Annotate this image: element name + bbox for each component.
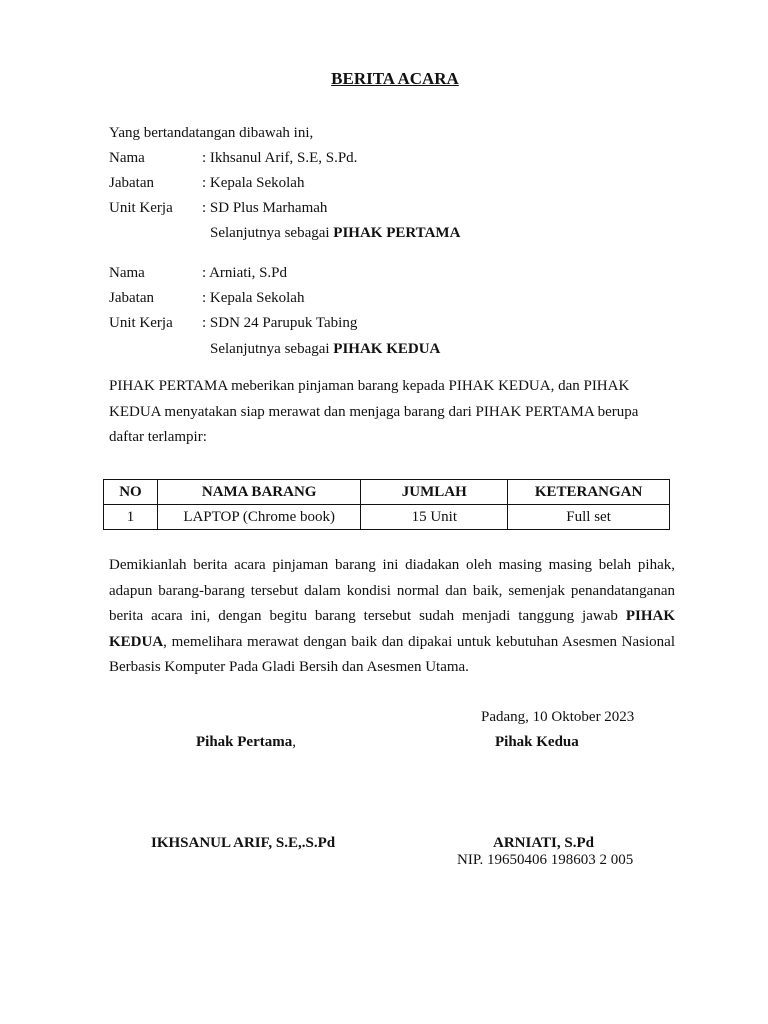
table-cell: 1: [104, 505, 158, 530]
party-one-designation: [210, 224, 460, 242]
intro-text: Yang bertandatangan dibawah ini,: [109, 125, 314, 141]
statement-paragraph: PIHAK PERTAMA meberikan pinjaman barang kepada PIHAK KEDUA, dan PIHAK KEDUA menyatakan siap merawat dan menjaga barang dari PIHAK PERTAMA berupa daftar terlampir:: [109, 378, 639, 445]
right-signatory-name: ARNIATI, S.Pd: [493, 835, 594, 851]
party-one-unit-label: Unit Kerja: [109, 200, 173, 216]
table-cell: LAPTOP (Chrome book): [157, 505, 361, 530]
party-one-designation-prefix: Selanjutnya sebagai: [210, 225, 334, 241]
party-two-name-value: : Arniati, S.Pd: [202, 265, 288, 281]
left-role-label: Pihak Pertama: [196, 734, 293, 750]
party-two-designation-bold: PIHAK KEDUA: [333, 341, 441, 357]
party-two-position-label: Jabatan: [109, 290, 154, 306]
table-header-cell: KETERANGAN: [508, 480, 670, 505]
items-table: [103, 479, 670, 530]
place-date: Padang, 10 Oktober 2023: [481, 709, 635, 725]
right-signatory-role: Pihak Kedua: [495, 734, 579, 750]
document-title: BERITA ACARA: [331, 69, 459, 88]
party-one-name-value: : Ikhsanul Arif, S.E, S.Pd.: [202, 150, 358, 166]
table-row: [104, 505, 670, 530]
party-two-position-value: : Kepala Sekolah: [202, 290, 305, 306]
right-signatory-nip: NIP. 19650406 198603 2 005: [457, 852, 634, 868]
table-cell: 15 Unit: [361, 505, 508, 530]
table-header-row: [104, 480, 670, 505]
table-header-cell: JUMLAH: [361, 480, 508, 505]
left-signatory-role: [196, 733, 296, 751]
left-signatory-name: IKHSANUL ARIF, S.E,.S.Pd: [151, 835, 336, 851]
left-role-suffix: ,: [292, 734, 296, 750]
table-header-cell: NO: [104, 480, 158, 505]
party-two-name-label: Nama: [109, 265, 145, 281]
party-two-unit-value: : SDN 24 Parupuk Tabing: [202, 315, 358, 331]
closing-text-part1: Demikianlah berita acara pinjaman barang ini diadakan oleh masing masing belah pihak, adapun barang-barang tersebut dalam kondisi normal dan baik, semenjak penandatanganan berita acara ini, dengan begitu barang tersebut sudah menjadi tanggung jawab: [109, 557, 675, 624]
party-one-designation-bold: PIHAK PERTAMA: [333, 225, 461, 241]
party-one-position-label: Jabatan: [109, 175, 154, 191]
party-two-designation-prefix: Selanjutnya sebagai: [210, 341, 334, 357]
party-two-designation: [210, 340, 440, 358]
party-two-unit-label: Unit Kerja: [109, 315, 173, 331]
table-cell: Full set: [508, 505, 670, 530]
party-one-name-label: Nama: [109, 150, 145, 166]
closing-paragraph: [109, 553, 675, 681]
table-header-cell: NAMA BARANG: [157, 480, 361, 505]
party-one-position-value: : Kepala Sekolah: [202, 175, 305, 191]
party-one-unit-value: : SD Plus Marhamah: [202, 200, 328, 216]
closing-text-bold: PIHAK KEDUA: [109, 608, 675, 650]
closing-text-part2: , memelihara merawat dengan baik dan dipakai untuk kebutuhan Asesmen Nasional Berbasis Komputer Pada Gladi Bersih dan Asesmen Utama.: [109, 633, 675, 675]
